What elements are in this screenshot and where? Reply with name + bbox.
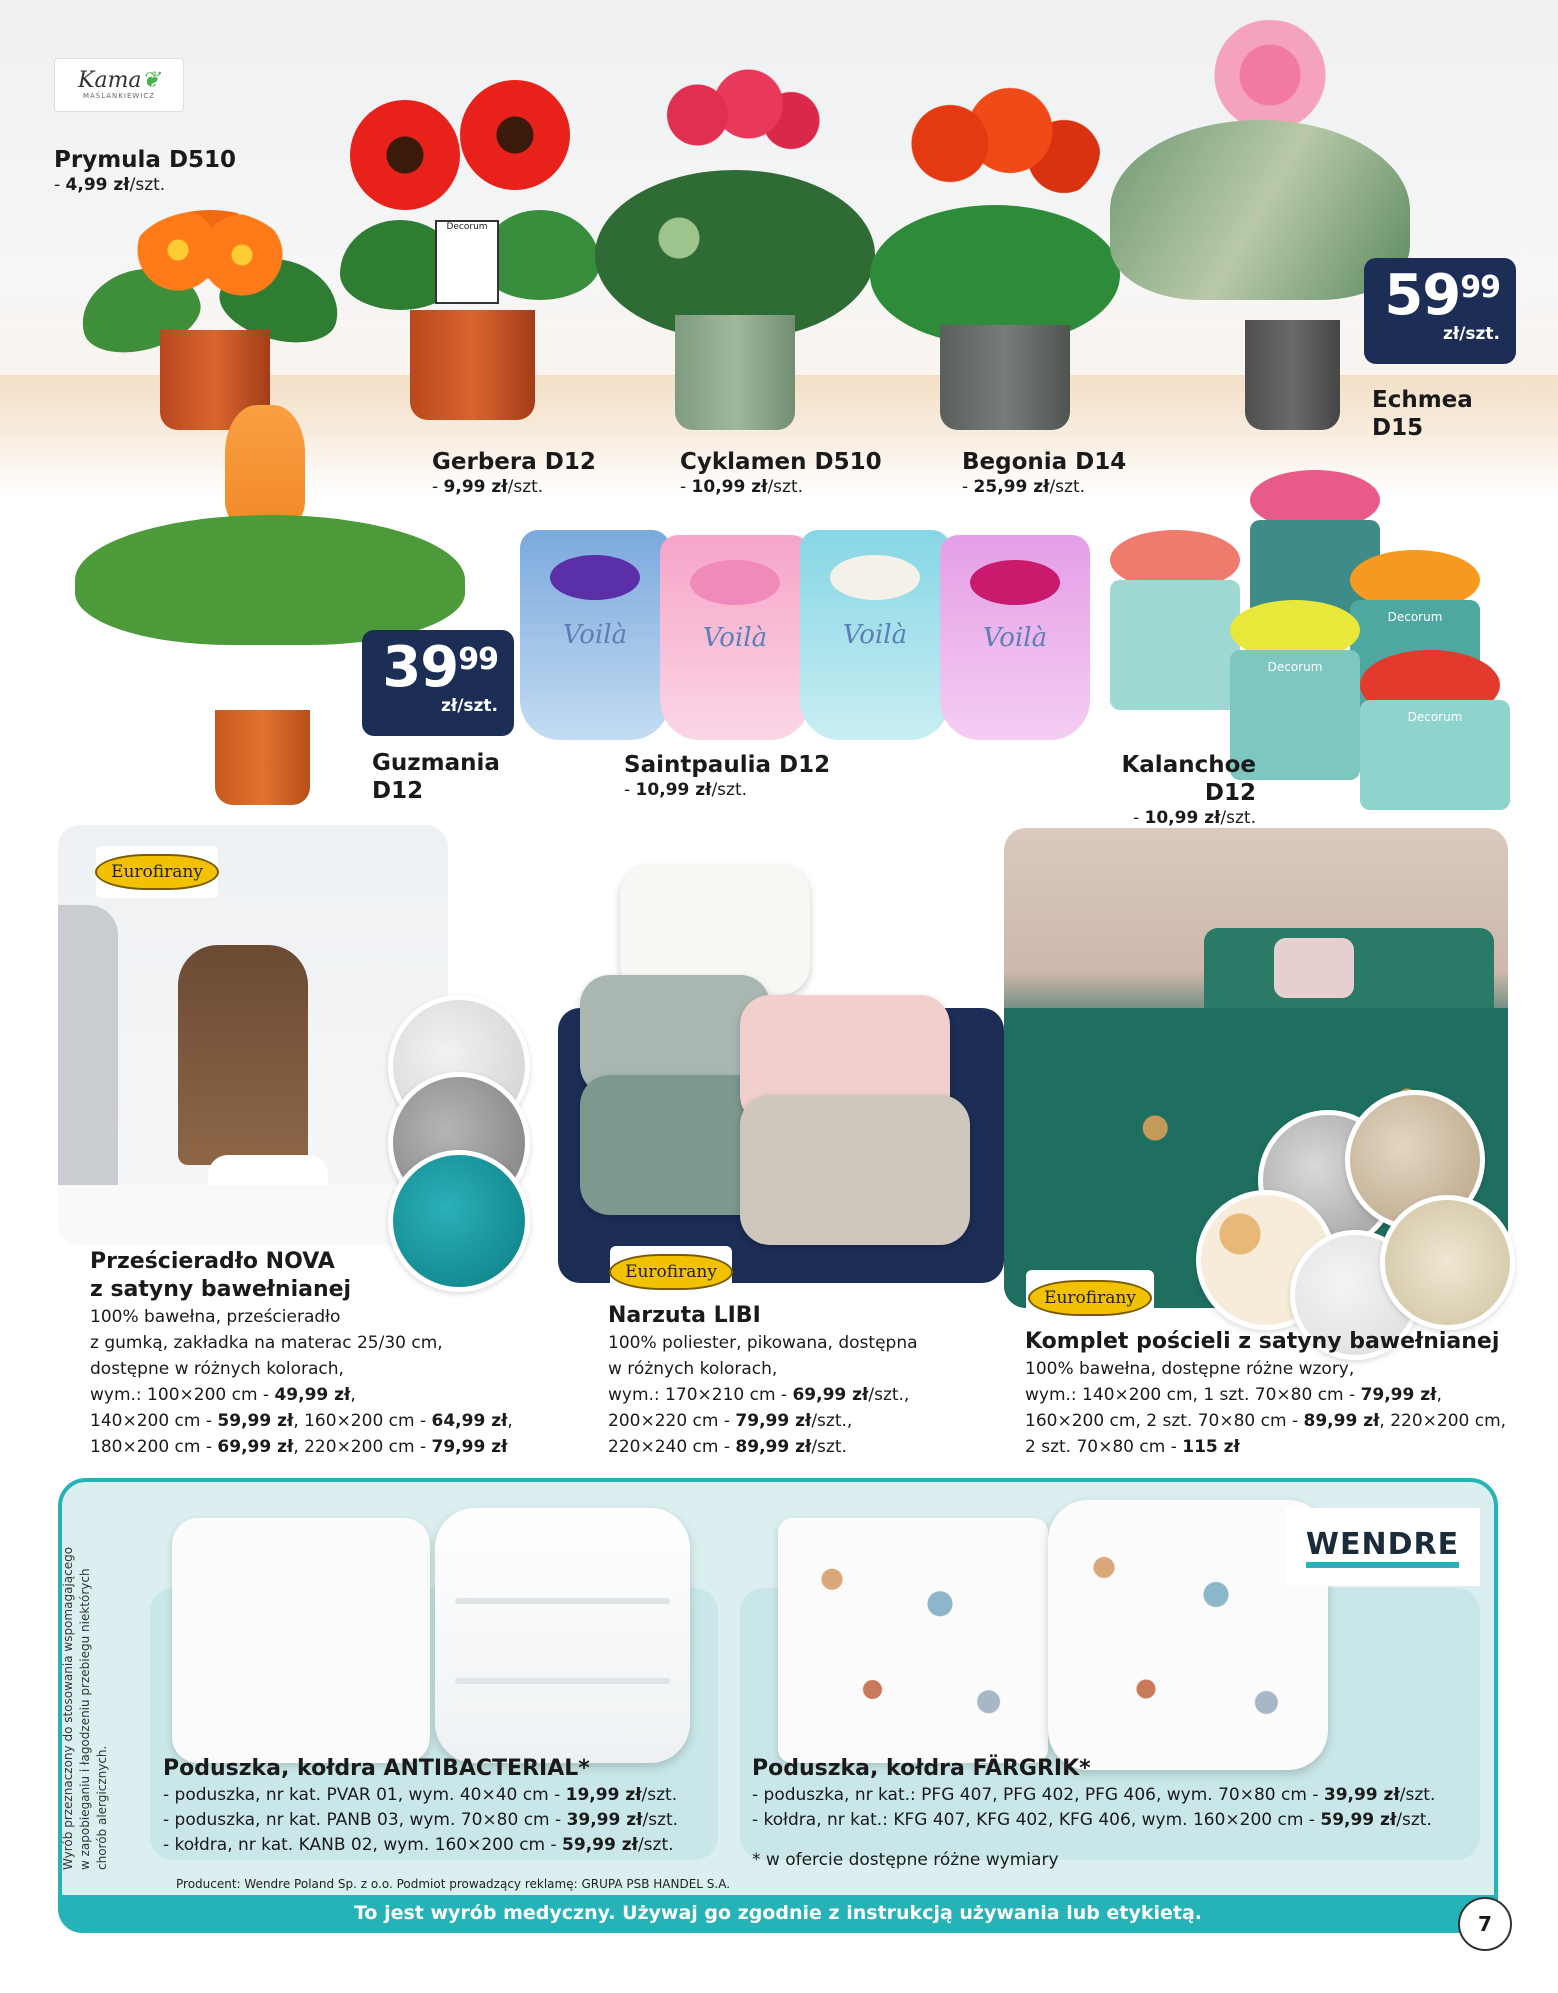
przescieradlo-desc-1: 100% bawełna, prześcieradło: [90, 1307, 341, 1327]
antibacterial-line-1: - poduszka, nr kat. PVAR 01, wym. 40×40 cm - 19,99 zł/szt.: [163, 1785, 678, 1805]
kalanchoe-label: [1078, 751, 1256, 829]
voila-text-3: Voilà: [842, 620, 908, 650]
prymula-label: [54, 146, 236, 196]
prymula-image: [80, 210, 340, 430]
decorum-card: Decorum: [435, 220, 499, 304]
przescieradlo-price-1: wym.: 100×200 cm - 49,99 zł,: [90, 1385, 356, 1405]
gerbera-price: - 9,99 zł/szt.: [432, 477, 544, 497]
narzuta-price-2: 200×220 cm - 79,99 zł/szt.,: [608, 1411, 853, 1431]
echmea-price-int: 59: [1384, 263, 1461, 328]
kama-logo-sub: MAŚLANKIEWICZ: [82, 92, 156, 100]
echmea-name-line1: Echmea: [1372, 387, 1473, 413]
eurofirany-logo-text-3: Eurofirany: [1028, 1280, 1152, 1316]
fargrik-line-2: - kołdra, nr kat.: KFG 407, KFG 402, KFG 406, wym. 160×200 cm - 59,99 zł/szt.: [752, 1810, 1432, 1830]
saintpaulia-name: Saintpaulia D12: [624, 752, 831, 778]
guzmania-image: [75, 405, 465, 805]
guzmania-price-unit: zł/szt.: [440, 696, 498, 716]
komplet-text: [1025, 1328, 1525, 1460]
gerbera-image: [340, 80, 600, 425]
antibacterial-line-2: - poduszka, nr kat. PANB 03, wym. 70×80 cm - 39,99 zł/szt.: [163, 1810, 679, 1830]
page-number: 7: [1458, 1897, 1512, 1951]
echmea-price-dec: 99: [1460, 270, 1500, 305]
eurofirany-logo-text-1: Eurofirany: [95, 854, 219, 890]
medical-device-bar: [58, 1895, 1498, 1933]
przescieradlo-price-3: 180×200 cm - 69,99 zł, 220×200 cm - 79,99 zł: [90, 1437, 508, 1457]
voila-text-2: Voilà: [702, 622, 768, 653]
begonia-image: [870, 85, 1120, 430]
narzuta-text: [608, 1302, 1008, 1460]
voila-text-1: Voilà: [562, 620, 628, 650]
echmea-name-line2: D15: [1372, 415, 1424, 441]
komplet-title: Komplet pościeli z satyny bawełnianej: [1025, 1329, 1500, 1354]
leaf-icon: ❦: [141, 68, 160, 93]
guzmania-price-int: 39: [382, 635, 459, 700]
vertical-note-text: Wyrób przeznaczony do stosowania wspomagającego w zapobieganiu i łagodzeniu przebiegu niektórych chorób alergicznych.: [61, 1546, 109, 1870]
decorum-text-3: Decorum: [1407, 710, 1463, 724]
echmea-price-unit: zł/szt.: [1442, 324, 1500, 344]
eurofirany-logo-text-2: Eurofirany: [609, 1254, 733, 1290]
medical-device-text: To jest wyrób medyczny. Używaj go zgodnie z instrukcją używania lub etykietą.: [353, 1902, 1202, 1924]
fargrik-line-1: - poduszka, nr kat.: PFG 407, PFG 402, PFG 406, wym. 70×80 cm - 39,99 zł/szt.: [752, 1785, 1436, 1805]
swatch-floral-cream: [1380, 1195, 1515, 1330]
antibacterial-text: [163, 1755, 723, 1858]
prymula-price: - 4,99 zł/szt.: [54, 175, 166, 195]
gerbera-name: Gerbera D12: [432, 449, 596, 475]
przescieradlo-title-1: Prześcieradło NOVA: [90, 1249, 335, 1274]
begonia-price: - 25,99 zł/szt.: [962, 477, 1086, 497]
wendre-logo: [1285, 1508, 1480, 1586]
echmea-image: [1100, 20, 1420, 430]
guzmania-name-line1: Guzmania: [372, 750, 500, 776]
voila-text-4: Voilà: [982, 622, 1048, 653]
prymula-name: Prymula D510: [54, 147, 237, 173]
komplet-price-1: wym.: 140×200 cm, 1 szt. 70×80 cm - 79,99 zł,: [1025, 1385, 1442, 1405]
saintpaulia-label: [624, 751, 830, 801]
wendre-logo-text: WENDRE: [1306, 1527, 1459, 1568]
kama-logo: [54, 58, 184, 112]
przescieradlo-title-2: z satyny bawełnianej: [90, 1277, 352, 1302]
echmea-label: [1372, 386, 1473, 442]
przescieradlo-price-2: 140×200 cm - 59,99 zł, 160×200 cm - 64,99 zł,: [90, 1411, 513, 1431]
guzmania-price-dec: 99: [458, 642, 498, 677]
eurofirany-logo-3: [1026, 1270, 1154, 1326]
przescieradlo-desc-2: z gumką, zakładka na materac 25/30 cm,: [90, 1333, 443, 1353]
narzuta-price-1: wym.: 170×210 cm - 69,99 zł/szt.,: [608, 1385, 910, 1405]
cyklamen-image: [595, 60, 875, 430]
kalanchoe-price: - 10,99 zł/szt.: [1132, 808, 1256, 828]
kama-logo-name: Kama: [78, 68, 142, 93]
saintpaulia-price: - 10,99 zł/szt.: [624, 780, 748, 800]
fargrik-title: Poduszka, kołdra FÄRGRIK*: [752, 1756, 1091, 1781]
przescieradlo-desc-3: dostępne w różnych kolorach,: [90, 1359, 344, 1379]
komplet-price-3: 2 szt. 70×80 cm - 115 zł: [1025, 1437, 1240, 1457]
narzuta-price-3: 220×240 cm - 89,99 zł/szt.: [608, 1437, 847, 1457]
guzmania-price-tag: [362, 630, 514, 736]
narzuta-desc-1: 100% poliester, pikowana, dostępna: [608, 1333, 918, 1353]
eurofirany-logo-2: [610, 1246, 732, 1298]
cyklamen-price: - 10,99 zł/szt.: [680, 477, 804, 497]
antibacterial-duvet-image: [435, 1508, 690, 1763]
antibacterial-title: Poduszka, kołdra ANTIBACTERIAL*: [163, 1756, 590, 1781]
komplet-price-2: 160×200 cm, 2 szt. 70×80 cm - 89,99 zł, 220×200 cm,: [1025, 1411, 1507, 1431]
begonia-label: [962, 448, 1126, 498]
producer-note: Producent: Wendre Poland Sp. z o.o. Podmiot prowadzący reklamę: GRUPA PSB HANDEL S.A.: [176, 1877, 731, 1891]
fargrik-pillow-image: [778, 1518, 1048, 1763]
fargrik-footnote: * w ofercie dostępne różne wymiary: [752, 1850, 1059, 1870]
decorum-text-2: Decorum: [1267, 660, 1323, 674]
saintpaulia-image: [520, 530, 1100, 745]
narzuta-image: [580, 855, 1000, 1275]
antibacterial-pillow-image: [172, 1518, 430, 1763]
narzuta-desc-2: w różnych kolorach,: [608, 1359, 778, 1379]
komplet-desc-1: 100% bawełna, dostępne różne wzory,: [1025, 1359, 1355, 1379]
kalanchoe-name: Kalanchoe D12: [1121, 752, 1256, 806]
cyklamen-label: [680, 448, 882, 498]
przescieradlo-text: [90, 1248, 520, 1460]
begonia-name: Begonia D14: [962, 449, 1127, 475]
eurofirany-logo-1: [96, 846, 218, 898]
cyklamen-name: Cyklamen D510: [680, 449, 882, 475]
guzmania-name-line2: D12: [372, 778, 424, 804]
fargrik-text: [752, 1755, 1492, 1833]
echmea-price-tag: [1364, 258, 1516, 364]
decorum-text-1: Decorum: [1387, 610, 1443, 624]
vertical-note: [60, 1540, 130, 1870]
narzuta-title: Narzuta LIBI: [608, 1303, 761, 1328]
antibacterial-line-3: - kołdra, nr kat. KANB 02, wym. 160×200 cm - 59,99 zł/szt.: [163, 1835, 674, 1855]
guzmania-label: [372, 749, 500, 805]
